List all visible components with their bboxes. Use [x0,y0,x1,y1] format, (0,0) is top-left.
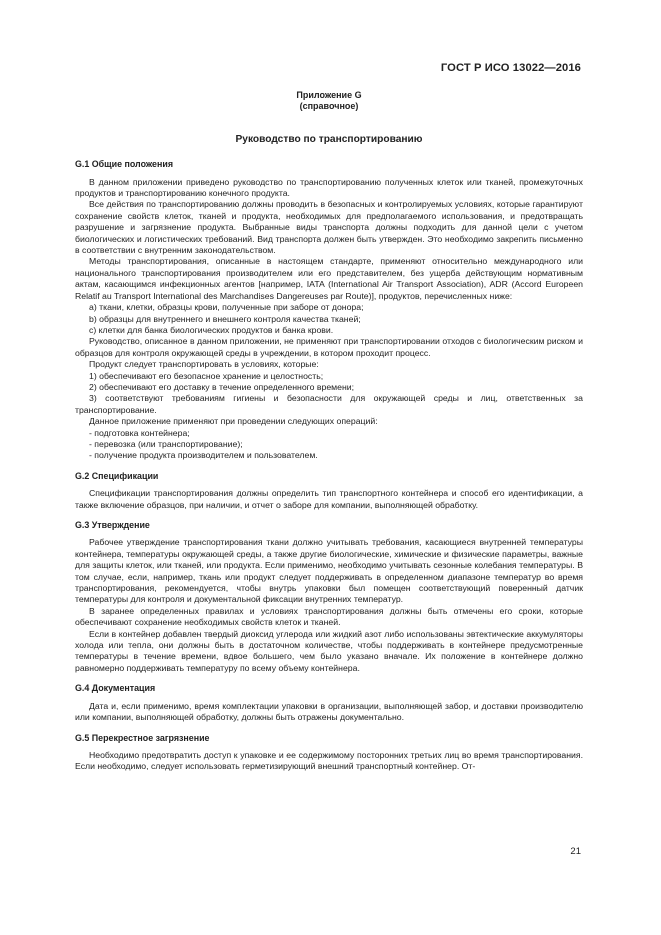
paragraph: Данное приложение применяют при проведении следующих операций: [89,416,378,427]
paragraph: В заранее определенных правилах и условиях транспортирования должны быть отмечены его сроки, которые обеспечивают сохранение необходимых свойств клеток и тканей. [75,605,583,628]
section-heading-g2: G.2 Спецификации [75,470,159,481]
page-number: 21 [570,846,581,857]
list-item: 2) обеспечивают его доставку в течение определенного времени; [89,381,355,392]
paragraph: Если в контейнер добавлен твердый диоксид углерода или жидкий азот либо использованы эвтектические аккумуляторы холода или тепла, они должны быть в достаточном количестве, чтобы поддерживать в контейнере предусмотренные температуры в течение времени, вдвое большего, чем было указано вначале. Их положение в контейнере должно равномерно поддерживать температуру по всему объему контейнера. [75,628,583,673]
document-title: Руководство по транспортированию [235,133,423,145]
section-heading-g5: G.5 Перекрестное загрязнение [75,732,210,743]
list-item: - перевозка (или транспортирование); [89,438,243,449]
section-heading-g3: G.3 Утверждение [75,520,150,530]
paragraph: Дата и, если применимо, время комплектации упаковки в организации, выполняющей забор, и доставки производителю или компании, выполняющей обработку, должны быть отражены документально. [75,700,583,723]
list-item: 3) соответствуют требованиям гигиены и безопасности для окружающей среды и лиц, ответственных за транспортирование. [75,393,583,415]
list-item: с) клетки для банка биологических продуктов и банка крови. [89,324,334,335]
paragraph: Продукт следует транспортировать в условиях, которые: [89,359,319,370]
annex-title: Приложение G [296,90,362,100]
paragraph: Рабочее утверждение транспортирования ткани должно учитывать требования, касающиеся внутренней температуры контейнера, температуры окружающей среды, а также другие биологические, химические и физические параметры, важные для защиты клеток, или тканей, или продукта. Если применимо, необходимо учитывать сезонные колебания температуры. В том случае, если, например, ткань или продукт следует поддерживать в определенном диапазоне температур во время транспортирования, рекомендуется, чтобы внутрь упаковки был помещен соответствующий поверенный датчик температуры для контроля и документальной фиксации внутренних температур. [75,537,583,605]
paragraph: Все действия по транспортированию должны проводить в безопасных и контролируемых условиях, которые гарантируют сохранение свойств клеток, тканей и продукта, необходимых для предполагаемого использования, и предотвращать разрушение и загрязнение продукта. Выбранные виды транспорта должны подходить для данной цели с учетом биологических и логистических требований. Вид транспорта должен быть утвержден. Это необходимо закрепить письменно в соответствии с внутренним законодательством. [75,199,583,256]
standard-header: ГОСТ Р ИСО 13022—2016 [440,62,581,74]
page-content [75,90,583,773]
list-item: b) образцы для внутреннего и внешнего контроля качества тканей; [89,313,361,324]
annex-kind: (справочное) [299,101,359,112]
list-item: - получение продукта производителем и пользователем. [89,450,318,461]
paragraph: В данном приложении приведено руководство по транспортированию полученных клеток или тканей, промежуточных продуктов и транспортированию конечного продукта. [75,176,583,199]
paragraph: Спецификации транспортирования должны определить тип транспортного контейнера и способ его идентификации, а также включение образцов, при наличии, и отчет о заборе для компании, выполняющей обработку. [75,488,583,510]
list-item: - подготовка контейнера; [89,427,190,438]
paragraph: Руководство, описанное в данном приложении, не применяют при транспортировании отходов с биологическим риском и образцов для контроля окружающей среды в учреждении, в котором проходит процесс. [75,336,583,358]
section-heading-g4: G.4 Документация [75,683,156,694]
list-item: а) ткани, клетки, образцы крови, полученные при заборе от донора; [89,302,364,313]
list-item: 1) обеспечивают его безопасное хранение и целостность; [89,370,324,381]
paragraph: Методы транспортирования, описанные в настоящем стандарте, применяют относительно международного или национального транспортирования производителем или его представителем, без ущерба действующим нормативным актам, касающимся инфекционных агентов [например, IATA (International Air Transport Association), ADR (Accord Europeen Relatif au Transport International des Marchandises Dangereuses par Route)], продуктов, перечисленных ниже: [75,256,583,301]
paragraph: Необходимо предотвратить доступ к упаковке и ее содержимому посторонних третьих лиц во время транспортирования. Если необходимо, следует использовать герметизирующий внешний транспортный контейнер. От- [75,749,583,772]
section-heading-g1: G.1 Общие положения [75,159,173,170]
